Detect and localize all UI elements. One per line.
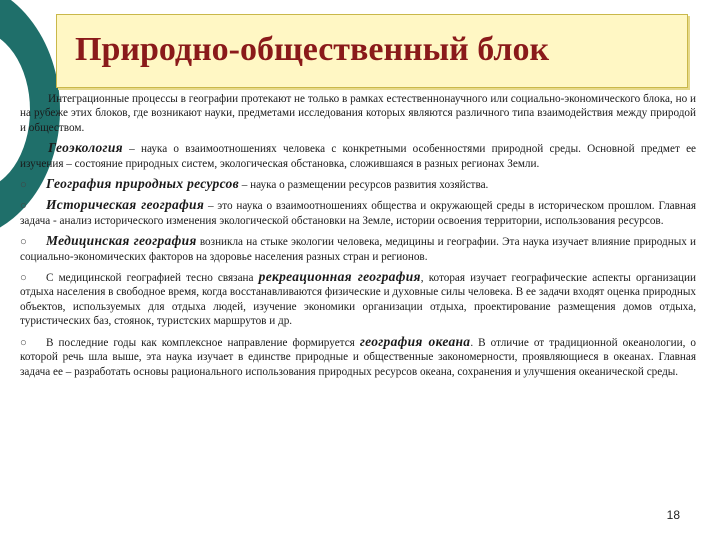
bullet-circle-icon: ○: [20, 179, 27, 192]
geoecology-text: – наука о взаимоотношениях человека с конкретными особенностями природной среды. Основной предмет ее изучения – состояние природных систем, экологическая обстановка, сложившаяся в разных регионах Земли.: [20, 143, 696, 170]
list-item: [20, 234, 696, 264]
item-text: – наука о размещении ресурсов развития хозяйства.: [238, 179, 489, 192]
item-text: возникла на стыке экологии человека, медицины и географии. Эта наука изучает влияние природных и социально-экономических факторов на здоровье населения разных стран и регионов.: [20, 236, 697, 263]
item-term: рекреационная география: [258, 269, 421, 285]
bullet-circle-icon: ○: [20, 272, 27, 285]
item-term: География природных ресурсов: [46, 176, 239, 192]
list-item: [20, 270, 696, 329]
item-pre-text: С медицинской географией тесно связана: [46, 272, 259, 285]
intro-paragraph: Интеграционные процессы в географии протекают не только в рамках естественнонаучного или социально-экономического блока, но и на рубеже этих блоков, где возникают науки, предметами исследования которых являются различного типа взаимодействия между природой и обществом.: [20, 93, 696, 134]
item-text: , которая изучает географические аспекты организации отдыха населения в свободное время, когда восстанавливаются физические и духовные силы человека. В ее задачи входят оценка природных объектов, используемых для отдыха людей, изучение экономики организации отдыха, проектирование размещения домов отдыха, туристических баз, стоянок, туристских маршрутов и др.: [20, 272, 696, 328]
item-text: – это наука о взаимоотношениях общества и окружающей среды в историческом прошлом. Главная задача - анализ исторического изменения экологической обстановки на Земле, истории освоения территории, использования ресурсов.: [20, 200, 696, 227]
list-item: [20, 177, 696, 192]
geoecology-term: Геоэкология: [48, 140, 123, 156]
list-item: [20, 335, 696, 379]
geoecology-paragraph: [20, 141, 696, 171]
item-term: география океана: [359, 333, 471, 349]
item-term: Медицинская география: [46, 233, 197, 249]
item-pre-text: В последние годы как комплексное направление формируется: [46, 336, 360, 349]
slide-content: [20, 92, 696, 385]
bullet-circle-icon: ○: [20, 236, 27, 249]
item-text: . В отличие от традиционной океанологии, о которой речь шла выше, эта наука изучает в единстве природные и общественные закономерности, проявляющиеся в океанах. Главная задача ее – разработать основы рационального использования природных ресурсов океана, сохранения и улучшения океанической среды.: [20, 336, 696, 378]
bullet-circle-icon: ○: [20, 336, 27, 349]
title-box: [56, 14, 688, 88]
list-item: [20, 198, 696, 228]
item-term: Историческая география: [46, 197, 205, 213]
page-number: 18: [666, 508, 680, 522]
bullet-circle-icon: ○: [20, 200, 27, 213]
page-title: Природно-общественный блок: [75, 31, 550, 68]
